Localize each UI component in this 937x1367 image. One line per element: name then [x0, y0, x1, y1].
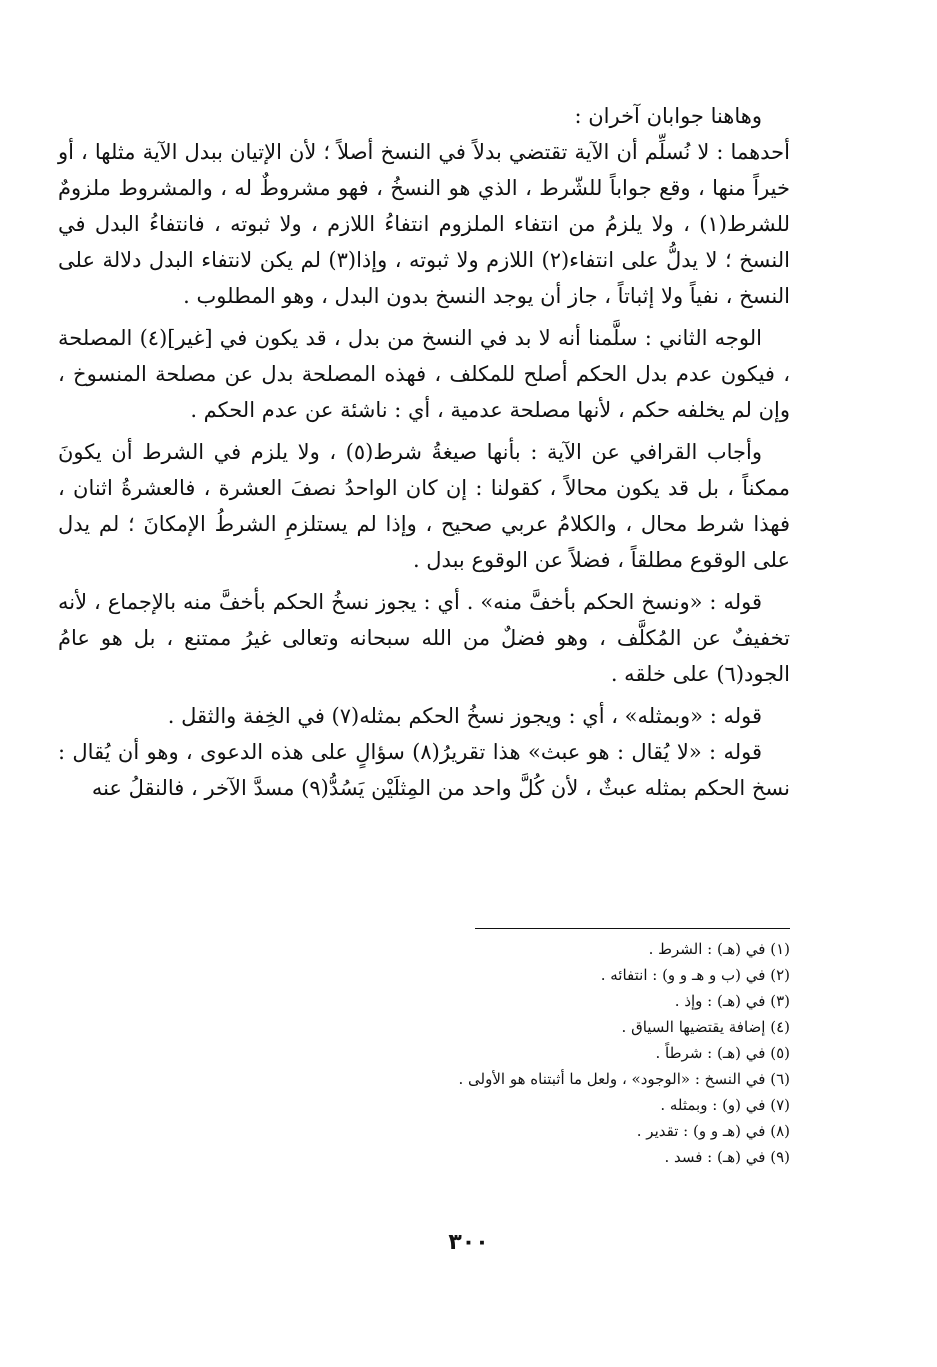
footnote-item: (٣) في (هـ) : وإذ . — [674, 992, 790, 1010]
footnote-item: (٩) في (هـ) : فسد . — [664, 1148, 790, 1166]
footnotes-list — [58, 936, 790, 1170]
footnote-item: (٥) في (هـ) : شرطاً . — [655, 1044, 790, 1062]
footnote-item: (٧) في (و) : وبمثله . — [660, 1096, 790, 1114]
footnote-divider — [475, 928, 790, 929]
footnote-item: (٦) في النسخ : «الوجود» ، ولعل ما أثبتناه هو الأولى . — [458, 1070, 790, 1088]
paragraph-objection: قوله : «لا يُقال : هو عبث» هذا تقريرُ(٨) سؤالٍ على هذه الدعوى ، وهو أن يُقال : نسخ الحكم بمثله عبثٌ ، لأن كُلَّ واحد من المِثلَيْن يَسُدُّ(٩) مسدَّ الآخر ، فالنقلُ عنه — [58, 740, 790, 800]
paragraph-second-answer: الوجه الثاني : سلَّمنا أنه لا بد في النسخ من بدل ، قد يكون في [غير](٤) المصلحة ، فيكون عدم بدل الحكم أصلح للمكلف ، فهذه المصلحة بدل عن مصلحة المنسوخ ، وإن لم يخلفه حكم ، لأنها مصلحة عدمية ، أي : ناشئة عن عدم الحكم . — [58, 326, 790, 422]
paragraph-equal-abrogation: قوله : «وبمثله» ، أي : ويجوز نسخُ الحكم بمثله(٧) في الخِفة والثقل . — [167, 704, 762, 728]
paragraph-lighter-abrogation: قوله : «ونسخ الحكم بأخفَّ منه» . أي : يجوز نسخُ الحكم بأخفَّ منه بالإجماع ، لأنه تخفيفٌ عن المُكلَّف ، وهو فضلٌ من الله سبحانه وتعالى غيرُ ممتنع ، بل هو عامُ الجود(٦) على خلقه . — [58, 590, 790, 686]
paragraph-intro: وهاهنا جوابان آخران : — [574, 104, 762, 128]
body-text — [58, 98, 790, 806]
footnote-item: (٢) في (ب و هـ و و) : انتفائه . — [600, 966, 790, 984]
footnote-item: (٨) في (هـ و و) : تقدير . — [636, 1122, 790, 1140]
footnote-item: (١) في (هـ) : الشرط . — [648, 940, 790, 958]
page — [58, 98, 790, 1166]
page-number: ٣٠٠ — [448, 1230, 489, 1255]
paragraph-first-answer: أحدهما : لا نُسلِّم أن الآية تقتضي بدلاً في النسخ أصلاً ؛ لأن الإتيان ببدل الآية مثلها ، أو خيراً منها ، وقع جواباً للشّرط ، الذي هو النسخُ ، فهو مشروطٌ له ، والمشروط ملزومٌ للشرط(١) ، ولا يلزمُ من انتفاء الملزوم انتفاءُ اللازم ، ولا ثبوته ، فانتفاءُ البدل في النسخ ؛ لا يدلُّ على انتفاء(٢) اللازم ولا ثبوته ، وإذا(٣) لم يكن لانتفاء البدل دلالة على النسخ ، نفياً ولا إثباتاً ، جاز أن يوجد النسخ بدون البدل ، وهو المطلوب . — [58, 140, 790, 308]
footnote-item: (٤) إضافة يقتضيها السياق . — [621, 1018, 790, 1036]
paragraph-qarafi-answer: وأجاب القرافي عن الآية : بأنها صيغةُ شرط(٥) ، ولا يلزم في الشرط أن يكونَ ممكناً ، بل قد يكون محالاً ، كقولنا : إن كان الواحدُ نصفَ العشرة ، فالعشرةُ اثنان ، فهذا شرط محال ، والكلامُ عربي صحيح ، وإذا لم يستلزمِ الشرطُ الإمكانَ ؛ لم يدل على الوقوع مطلقاً ، فضلاً عن الوقوع ببدل . — [58, 440, 790, 572]
